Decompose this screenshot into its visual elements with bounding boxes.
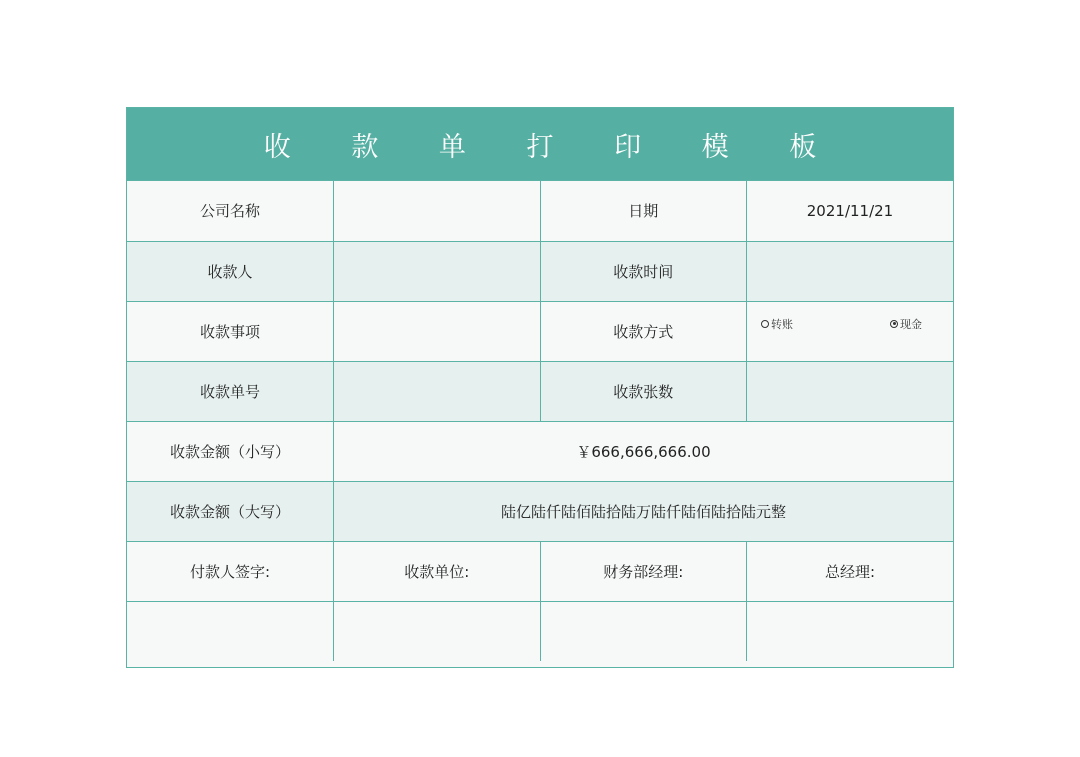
- receipt-count-field[interactable]: [747, 361, 954, 421]
- receipt-table: [127, 181, 953, 661]
- radio-cash[interactable]: [852, 316, 943, 332]
- receipt-template: [126, 107, 954, 668]
- amount-small-label: 收款金额（小写）: [127, 421, 334, 481]
- payee-label: 收款人: [127, 241, 334, 301]
- receiver-unit-field[interactable]: [334, 601, 541, 661]
- receipt-number-label: 收款单号: [127, 361, 334, 421]
- company-name-field[interactable]: [334, 181, 541, 241]
- payer-signature-label: 付款人签字:: [127, 541, 334, 601]
- payment-method-field: [747, 301, 954, 361]
- radio-transfer[interactable]: [761, 316, 852, 332]
- amount-big-field[interactable]: 陆亿陆仟陆佰陆拾陆万陆仟陆佰陆拾陆元整: [334, 481, 954, 541]
- payment-method-label: 收款方式: [540, 301, 747, 361]
- payer-signature-field[interactable]: [127, 601, 334, 661]
- table-row: [127, 241, 953, 301]
- radio-transfer-circle-icon[interactable]: [761, 320, 769, 328]
- table-row: [127, 421, 953, 481]
- company-name-label: 公司名称: [127, 181, 334, 241]
- table-row: [127, 361, 953, 421]
- date-label: 日期: [540, 181, 747, 241]
- radio-cash-label: 现金: [900, 317, 922, 331]
- receipt-item-field[interactable]: [334, 301, 541, 361]
- general-manager-label: 总经理:: [747, 541, 954, 601]
- radio-transfer-label: 转账: [771, 317, 793, 331]
- amount-big-label: 收款金额（大写）: [127, 481, 334, 541]
- receipt-number-field[interactable]: [334, 361, 541, 421]
- receipt-time-field[interactable]: [747, 241, 954, 301]
- general-manager-field[interactable]: [747, 601, 954, 661]
- table-row: [127, 301, 953, 361]
- receipt-count-label: 收款张数: [540, 361, 747, 421]
- amount-small-field[interactable]: ￥666,666,666.00: [334, 421, 954, 481]
- receipt-time-label: 收款时间: [540, 241, 747, 301]
- receiver-unit-label: 收款单位:: [334, 541, 541, 601]
- table-row: [127, 481, 953, 541]
- table-row: [127, 541, 953, 601]
- radio-cash-circle-icon[interactable]: [890, 320, 898, 328]
- payment-method-radio-group: [761, 316, 943, 332]
- table-row: [127, 181, 953, 241]
- date-field[interactable]: 2021/11/21: [747, 181, 954, 241]
- table-row: [127, 601, 953, 661]
- finance-manager-label: 财务部经理:: [540, 541, 747, 601]
- payee-field[interactable]: [334, 241, 541, 301]
- finance-manager-field[interactable]: [540, 601, 747, 661]
- page-title: 收 款 单 打 印 模 板: [127, 108, 953, 181]
- receipt-item-label: 收款事项: [127, 301, 334, 361]
